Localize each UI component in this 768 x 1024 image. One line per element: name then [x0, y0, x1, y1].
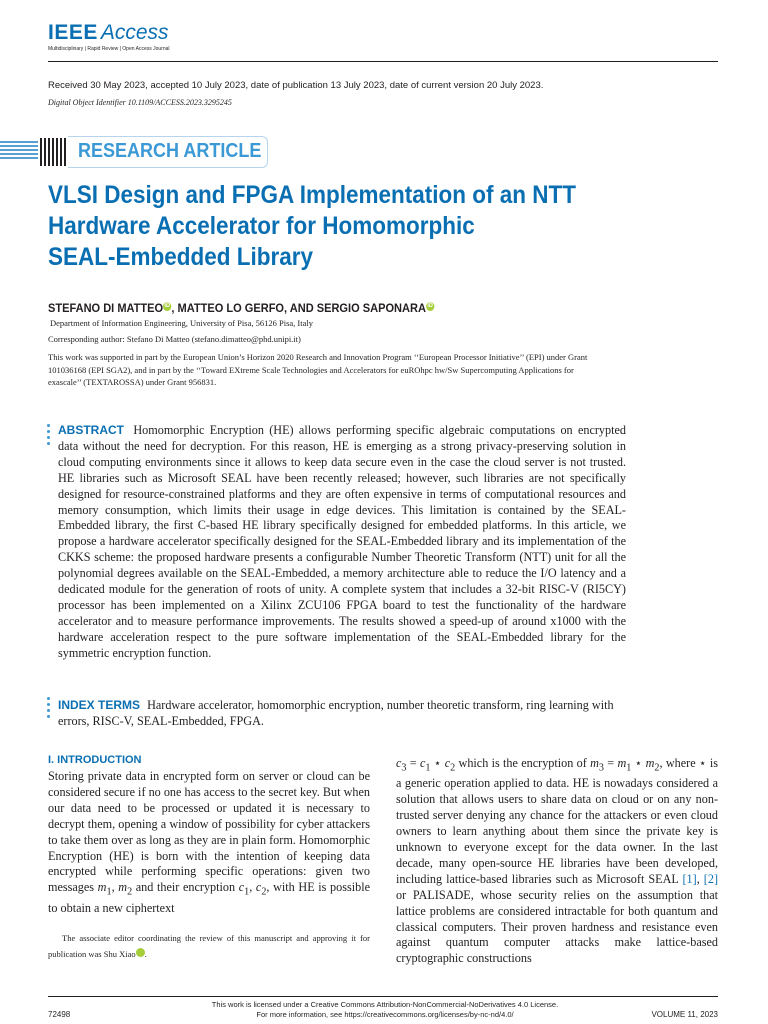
section-heading: I. INTRODUCTION: [48, 754, 142, 766]
footnote-text: The associate editor coordinating the review of this manuscript and approving it for publication was Shu Xiao: [48, 933, 370, 959]
funding-statement: This work was supported in part by the European Union’s Horizon 2020 Research and Innovation Program ‘‘European Processor Initiative’’ (EPI) under Grant 101036168 (EPI SGA2), and in part by the ‘‘Toward EXtreme Scale Technologies and Accelerators for euROhpc hw/Sw Supercomputing Applications for exascale’’ (TEXTAROSSA) under Grant 956831.: [48, 352, 588, 387]
license-notice: [150, 1000, 620, 1020]
banner-bars-icon: [40, 138, 66, 166]
abstract: [58, 423, 626, 662]
orcid-icon[interactable]: iD: [136, 948, 145, 957]
corresponding-author: Corresponding author: Stefano Di Matteo (stefano.dimatteo@phd.unipi.it): [48, 334, 301, 344]
right-column: [396, 756, 718, 967]
volume-info: VOLUME 11, 2023: [651, 1010, 718, 1019]
logo-tagline: Multidisciplinary | Rapid Review | Open Access Journal: [48, 46, 170, 52]
left-column: [48, 754, 370, 917]
footer-divider: [48, 996, 718, 997]
article-type-banner: [0, 135, 280, 169]
intro-paragraph-right: $c_3 = c_1$ ⋆ $c_2$ which is the encryption of $m_3 = m_1$ ⋆ $m_2$, where ⋆ is a generic operation applied to data. HE is nowadays considered a solution that allows users to share data on cloud or on any non-trusted server denying any chance for the attackers or even cloud owners to learn anything about them since the private key is unknown to everyone except for the data owner. In the last decade, many open-source HE libraries have been developed, including lattice-based libraries such as Microsoft SEAL [1], [2] or PALISADE, whose security relies on the assumption that lattice problems are considered intractable for both quantum and classical computers. Their proven hardness and resistance even against quantum computer attacks make lattice-based cryptographic constructions: [396, 756, 719, 966]
intro-paragraph-left: Storing private data in encrypted form on server or cloud can be considered secure if no one has access to the secret key. But when our data need to be processed or updated it is necessary to decrypt them, opening a window of possibility for cyber attackers to take them over as long as they are in plain form. Homomorphic Encryption (HE) is born with the intention of keeping data encrypted while performing specific operations: given two messages $m_1$, $m_2$ and their encryption $c_1$, $c_2$, with HE is possible to obtain a new ciphertext: [48, 769, 370, 915]
abstract-label: ABSTRACT: [58, 423, 124, 437]
orcid-icon[interactable]: iD: [427, 303, 433, 309]
abstract-text: Homomorphic Encryption (HE) allows performing specific algebraic computations on encrypted data without the need for decryption. For this reason, HE is emerging as a strong privacy-preserving solution in cloud computing environments since it allows to keep data secure even in the case the cloud server is not trusted. HE libraries such as Microsoft SEAL have been recently released; however, such libraries are not specifically designed for resource-constrained platforms and they are often expensive in terms of computational resources and memory consumption, which limits their usage in edge devices. This limitation is contained by the SEAL-Embedded library, the first C-based HE library specifically designed for embedded platforms. In this article, we propose a hardware accelerator specifically designed for the SEAL-Embedded library and its implementation of the CKKS scheme: the proposed hardware presents a configurable Number Theoretic Transform (NTT) unit for all the polynomial degrees available on the SEAL-Embedded, a memory architecture able to reduce the I/O latency and a dedicated module for the generation of roots of unity. A complete system that includes a 32-bit RISC-V (RI5CY) processor has been implemented on a Xilinx ZCU106 FPGA board to test the functionality of the hardware accelerator and to measure performance improvements. The results showed a speed-up of around x1000 with the hardware acceleration respect to the pure software implementation of the SEAL-Embedded library for the symmetric encryption function.: [58, 423, 627, 660]
author-list: [48, 301, 434, 315]
doi: Digital Object Identifier 10.1109/ACCESS.2023.3295245: [48, 98, 232, 107]
author-names: , MATTEO LO GERFO, AND SERGIO SAPONARA: [171, 301, 426, 315]
logo-ieee: IEEE: [48, 21, 98, 44]
footnote: The associate editor coordinating the review of this manuscript and approving it for publication was Shu Xiao iD.: [48, 933, 370, 959]
title-line: VLSI Design and FPGA Implementation of an NTT: [48, 181, 576, 209]
index-terms: [58, 698, 626, 730]
author-name: STEFANO DI MATTEO: [48, 301, 164, 315]
title-line: SEAL-Embedded Library: [48, 243, 314, 271]
header-divider: [48, 61, 718, 62]
index-terms-text: Hardware accelerator, homomorphic encryption, number theoretic transform, ring learning with errors, RISC-V, SEAL-Embedded, FPGA.: [58, 698, 614, 728]
index-terms-marker-icon: [47, 697, 50, 718]
abstract-marker-icon: [47, 424, 50, 445]
license-line: This work is licensed under a Creative Commons Attribution-NonCommercial-NoDerivatives 4.0 License.: [211, 1000, 559, 1009]
citation-link[interactable]: [2]: [703, 871, 719, 886]
page-number: 72498: [48, 1010, 71, 1019]
index-terms-label: INDEX TERMS: [58, 698, 141, 712]
article-title: [48, 180, 642, 273]
license-url[interactable]: For more information, see https://creativecommons.org/licenses/by-nc-nd/4.0/: [256, 1010, 514, 1019]
logo-access: Access: [100, 21, 169, 44]
citation-link[interactable]: [1]: [682, 871, 697, 886]
title-line: Hardware Accelerator for Homomorphic: [48, 212, 475, 240]
banner-stripes-icon: [0, 141, 38, 161]
received-dates: Received 30 May 2023, accepted 10 July 2023, date of publication 13 July 2023, date of current version 20 July 2023.: [48, 80, 544, 91]
article-type-label: RESEARCH ARTICLE: [78, 140, 262, 162]
journal-logo: [48, 22, 170, 52]
orcid-icon[interactable]: iD: [164, 303, 171, 309]
affiliation: Department of Information Engineering, University of Pisa, 56126 Pisa, Italy: [50, 318, 313, 328]
